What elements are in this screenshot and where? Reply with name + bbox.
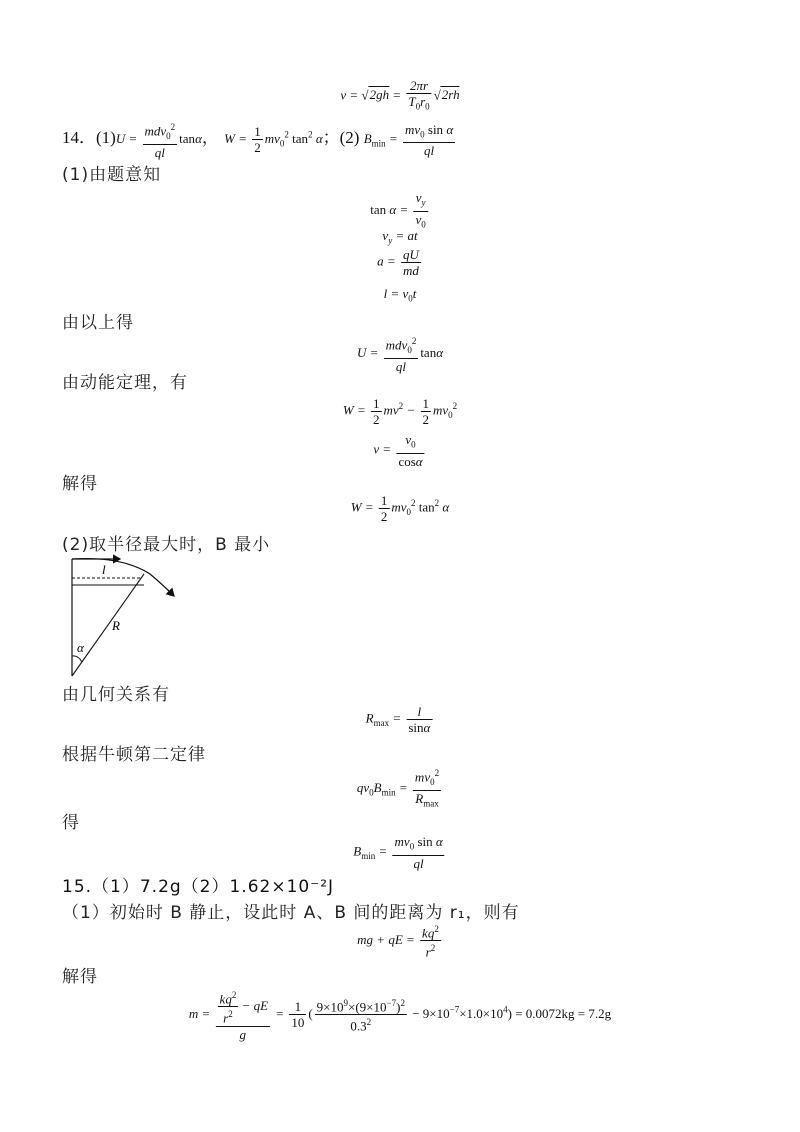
equation-vy: $v_y$ = at bbox=[382, 228, 418, 246]
q14-ans1-prefix: (1) bbox=[96, 127, 116, 147]
equation-Bmin: $B_{min}$ = $\frac{mv_0 \sin \alpha}{ql}$ bbox=[353, 834, 443, 871]
label-R: R bbox=[112, 618, 120, 633]
q14-paragraph-7: 根据牛顿第二定律 bbox=[62, 745, 206, 765]
q14-number: 14． bbox=[62, 127, 96, 147]
equation-U: U = mdv$_0^2$ ql tanα bbox=[356, 336, 444, 374]
equation-l: $l = v_0t$ bbox=[383, 286, 417, 304]
q14-answer-line: 14．(1)U = mdv$_0^2$ ql tanα， W = $\frac{1}{2}$ $mv_0^2$ $\tan^2 \alpha$；(2) $B_{min}$ = $\frac{mv_0 \sin \alpha}{ql}$ bbox=[62, 121, 454, 160]
angle-arc bbox=[72, 656, 82, 662]
radius-line bbox=[72, 574, 144, 676]
q14-ans2-prefix: ；(2) bbox=[322, 127, 360, 147]
q14-paragraph-5: (2)取半径最大时，B 最小 bbox=[62, 535, 271, 555]
equation-a: a = $\frac{qU}{md}$ bbox=[377, 247, 419, 278]
equation-Rmax: $R_{max}$ = $\frac{l}{\sin\alpha}$ bbox=[365, 704, 431, 735]
q14-paragraph-3: 由动能定理，有 bbox=[62, 373, 188, 393]
q15-answer-line: 15.（1）7.2g（2）1.62×10⁻²J bbox=[62, 877, 335, 897]
equation-W-result: W = $\frac{1}{2}$ $mv_0^2$ $\tan^2 \alpha$ bbox=[350, 493, 450, 524]
equation-mass: m = $\frac{kq^2}{r^2}$ − qE g = $\frac{1}{10}$ ( $\frac{9\times 10^9\times(9\times 10^{-7})^2}{0.3^2}$ − $9\times 10^{-7}\times 1.0\times 10^4) = 0.0072kg = 7.2g$ bbox=[188, 990, 612, 1042]
trajectory-arc bbox=[72, 559, 174, 596]
label-l: l bbox=[102, 562, 106, 577]
equation-equilibrium: mg + qE = $\frac{kq^2}{r^2}$ bbox=[357, 924, 439, 960]
equation-newton: $qv_0B_{min}$ = $mv_0^2$ $R_{max}$ bbox=[356, 768, 440, 809]
q14-paragraph-2: 由以上得 bbox=[62, 313, 134, 333]
label-alpha: α bbox=[77, 640, 84, 655]
q14-sep: ， bbox=[201, 127, 220, 148]
geometry-diagram bbox=[62, 552, 192, 680]
q14-paragraph-4: 解得 bbox=[62, 474, 98, 494]
q14-paragraph-8: 得 bbox=[62, 813, 80, 833]
equation-W-work: W = $\frac{1}{2}$ $mv^2$ − $\frac{1}{2}$ $mv_0^2$ bbox=[342, 396, 458, 427]
equation-tan-alpha: tan α = $\frac{v_y}{v_0}$ bbox=[370, 190, 426, 230]
q14-paragraph-6: 由几何关系有 bbox=[62, 685, 170, 705]
equation-v-cos: v = $\frac{v_0}{\cos\alpha}$ bbox=[373, 432, 423, 469]
q14-paragraph-1: (1)由题意知 bbox=[62, 165, 162, 185]
q15-paragraph-2: 解得 bbox=[62, 967, 98, 987]
equation-v: v = √2gh = $\frac{2\pi r}{T_0r_0}$ √2rh bbox=[340, 78, 460, 112]
q15-paragraph-1: （1）初始时 B 静止，设此时 A、B 间的距离为 r₁，则有 bbox=[62, 903, 520, 923]
